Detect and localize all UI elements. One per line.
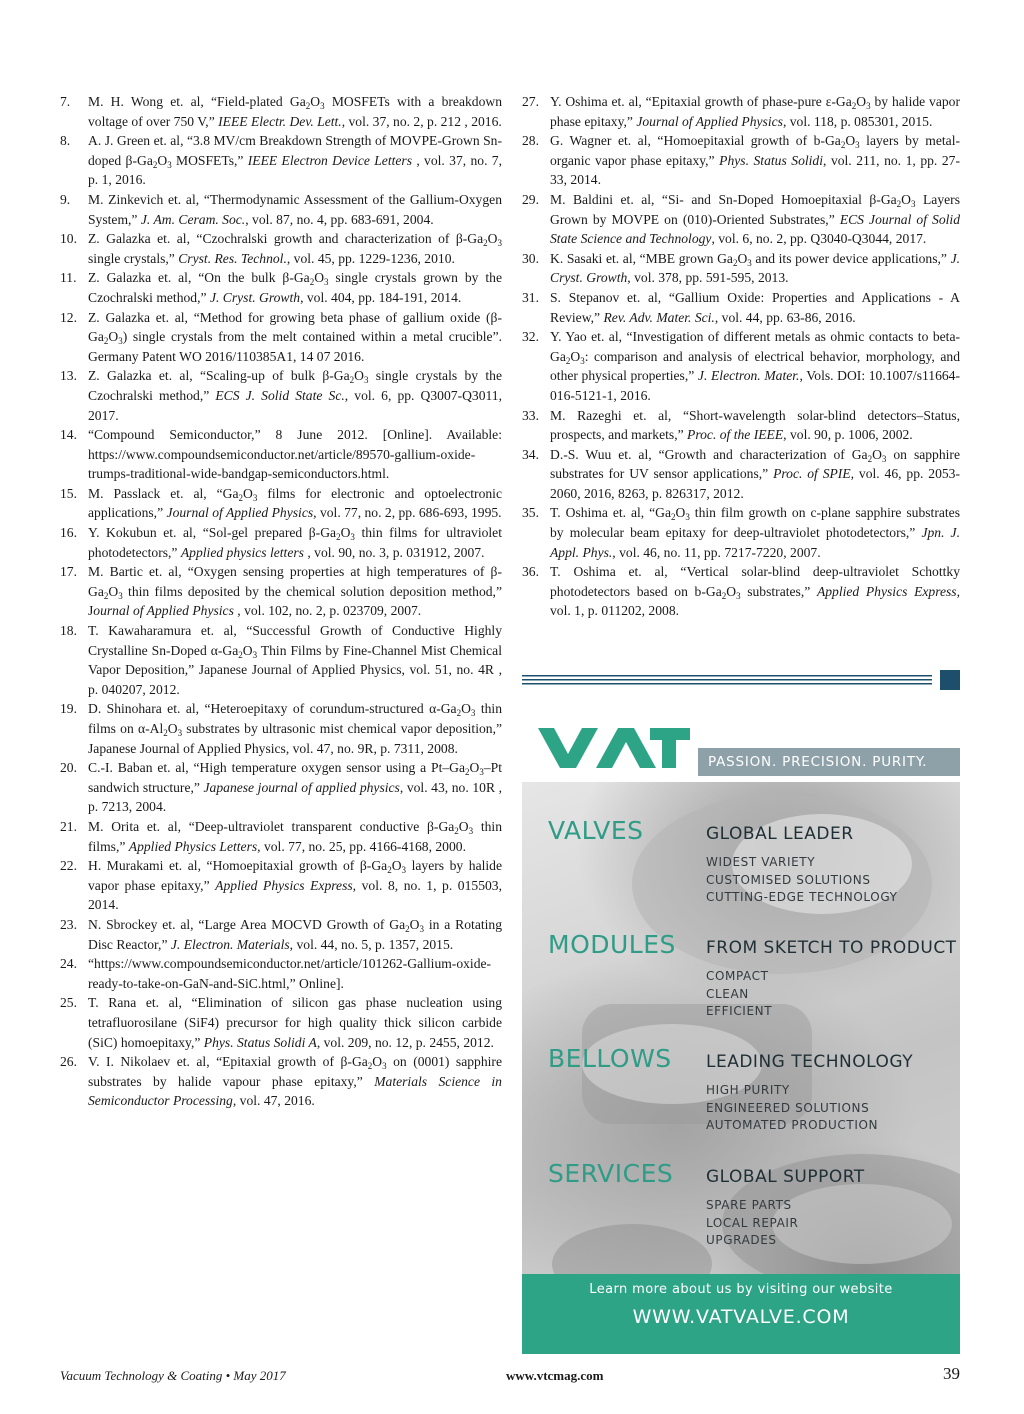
reference-text: Y. Oshima et. al, “Epitaxial growth of phase-pure $\varepsilon-Ga_2O_3$ by halide vapor phase epitaxy,” Journal of Applied Physics, vol. 118, p. 085301, 2015.	[550, 94, 960, 129]
valve-machinery-image	[522, 704, 960, 1354]
ad-slogan: PASSION. PRECISION. PURITY.	[708, 754, 928, 770]
reference-text: T. Oshima et. al, “$Ga_2O_3$ thin film growth on c-plane sapphire substrates by molecular beam epitaxy for deep-ultraviolet photodetectors,” Jpn. J. Appl. Phys., vol. 46, no. 11, pp. 7217-7220, 2007.	[550, 505, 960, 560]
ad-footer-banner	[522, 1274, 960, 1354]
reference-item	[60, 484, 502, 523]
divider-square	[940, 670, 960, 690]
reference-item	[60, 993, 502, 1052]
page-number: 39	[943, 1364, 960, 1383]
reference-item	[60, 190, 502, 229]
reference-number: 27.	[522, 94, 539, 109]
reference-item	[522, 406, 960, 445]
ad-item: ENGINEERED SOLUTIONS	[706, 1100, 870, 1115]
reference-number: 12.	[60, 309, 77, 325]
reference-text: Z. Galazka et. al, “Czochralski growth and characterization of $\beta-Ga_2O_3$ single crystals,” Cryst. Res. Technol., vol. 45, pp. 1229-1236, 2010.	[88, 231, 502, 266]
reference-number: 24.	[60, 956, 77, 972]
ad-divider	[522, 670, 960, 692]
ad-heading: GLOBAL SUPPORT	[706, 1167, 865, 1187]
reference-item	[60, 817, 502, 856]
reference-number: 10.	[60, 231, 77, 247]
ad-footer-text: Learn more about us by visiting our website	[589, 1282, 893, 1297]
reference-number: 33.	[522, 407, 539, 423]
reference-text: C.-I. Baban et. al, “High temperature oxygen sensor using a $Pt-Ga_2O_3-Pt$ sandwich structure,” Japanese journal of applied physics, vol. 43, no. 10R , p. 7213, 2004.	[88, 760, 502, 815]
reference-number: 17.	[60, 564, 77, 580]
reference-text: Z. Galazka et. al, “Method for growing beta phase of gallium oxide $(\beta-Ga_2O_3)$ single crystals from the melt contained within a metal crucible”. Germany Patent WO 2016/110385A1, 14 07 2016.	[88, 309, 502, 364]
reference-item	[522, 327, 960, 405]
ad-item: WIDEST VARIETY	[706, 855, 816, 869]
reference-number: 35.	[522, 505, 539, 521]
ad-category: SERVICES	[548, 1159, 674, 1188]
reference-text: D.-S. Wuu et. al, “Growth and characterization of $Ga_2O_3$ on sapphire substrates for UV sensor applications,” Proc. of SPIE, vol. 46, pp. 2053-2060, 2016, 8263, p. 826317, 2012.	[550, 446, 960, 501]
page-footer	[60, 1366, 960, 1386]
reference-item	[60, 699, 502, 758]
ad-item: AUTOMATED PRODUCTION	[706, 1118, 879, 1132]
reference-text: T. Oshima et. al, “Vertical solar-blind deep-ultraviolet Schottky photodetectors based on $b-Ga_2O_3$ substrates,” Applied Physics Express, vol. 1, p. 011202, 2008.	[550, 564, 961, 619]
reference-item	[60, 131, 502, 190]
reference-text: M. Bartic et. al, “Oxygen sensing properties at high temperatures of $\beta-Ga_2O_3$ thin films deposited by the chemical solution deposition method,” Journal of Applied Physics , vol. 102, no. 2, p. 023709, 2007.	[88, 564, 502, 619]
reference-item	[60, 229, 502, 268]
reference-text: Y. Kokubun et. al, “Sol-gel prepared $\beta-Ga_2O_3$ thin films for ultraviolet photodetectors,” Applied physics letters , vol. 90, no. 3, p. 031912, 2007.	[88, 525, 502, 560]
reference-number: 9.	[60, 191, 71, 207]
reference-number: 14.	[60, 427, 77, 443]
reference-number: 7.	[60, 94, 71, 109]
reference-item	[60, 268, 502, 307]
reference-item	[60, 562, 502, 621]
vat-logo	[538, 728, 690, 768]
ad-website-link[interactable]: WWW.VATVALVE.COM	[632, 1306, 850, 1328]
ad-item: EFFICIENT	[706, 1004, 773, 1018]
ad-item: SPARE PARTS	[706, 1198, 792, 1212]
ad-item: LOCAL REPAIR	[706, 1215, 799, 1230]
ad-item: UPGRADES	[706, 1233, 777, 1247]
reference-item	[60, 523, 502, 562]
reference-text: M. Passlack et. al, “$Ga_2O_3$ films for electronic and optoelectronic applications,” Journal of Applied Physics, vol. 77, no. 2, pp. 686-693, 1995.	[88, 485, 502, 521]
reference-text: M. Orita et. al, “Deep-ultraviolet transparent conductive $\beta-Ga_2O_3$ thin films,” Applied Physics Letters, vol. 77, no. 25, pp. 4166-4168, 2000.	[88, 818, 502, 854]
reference-text: T. Rana et. al, “Elimination of silicon gas phase nucleation using tetrafluorosilane (SiF4) precursor for high quality thick silicon carbide (SiC) homoepitaxy,” Phys. Status Solidi A, vol. 209, no. 12, p. 2455, 2012.	[88, 995, 502, 1050]
footer-website[interactable]: www.vtcmag.com	[506, 1368, 604, 1383]
reference-text: G. Wagner et. al, “Homoepitaxial growth of $b-Ga_2O_3$ layers by metal-organic vapor phase epitaxy,” Phys. Status Solidi, vol. 211, no. 1, pp. 27-33, 2014.	[550, 133, 961, 188]
reference-item	[522, 562, 960, 621]
reference-text: M. Baldini et. al, “Si- and Sn-Doped Homoepitaxial $\beta-Ga_2O_3$ Layers Grown by MOVPE on (010)-Oriented Substrates,” ECS Journal of Solid State Science and Technology, vol. 6, no. 2, pp. Q3040-Q3044, 2017.	[550, 191, 961, 247]
vat-advertisement[interactable]	[522, 704, 960, 1354]
reference-number: 25.	[60, 995, 77, 1011]
reference-number: 22.	[60, 858, 77, 874]
ad-category: VALVES	[548, 816, 644, 845]
ad-header	[522, 704, 960, 782]
reference-number: 19.	[60, 701, 77, 717]
reference-item	[522, 131, 960, 190]
reference-item	[60, 366, 502, 425]
reference-number: 26.	[60, 1054, 77, 1070]
reference-item	[522, 445, 960, 504]
ad-heading: GLOBAL LEADER	[706, 824, 854, 844]
reference-text: D. Shinohara et. al, “Heteroepitaxy of corundum-structured $\alpha-Ga_2O_3$ thin films on $\alpha-Al_2O_3$ substrates by ultrasonic mist chemical vapor deposition,” Japanese Journal of Applied Physics, vol. 47, no. 9R, p. 7311, 2008.	[88, 701, 502, 756]
reference-text: T. Kawaharamura et. al, “Successful Growth of Conductive Highly Crystalline Sn-Doped $\alpha-Ga_2O_3$ Thin Films by Fine-Channel Mist Chemical Vapor Deposition,” Japanese Journal of Applied Physics, vol. 51, no. 4R , p. 040207, 2012.	[88, 623, 502, 697]
ad-item: COMPACT	[706, 969, 769, 983]
reference-text: Z. Galazka et. al, “On the bulk $\beta-Ga_2O_3$ single crystals grown by the Czochralski method,” J. Cryst. Growth, vol. 404, pp. 184-191, 2014.	[88, 270, 502, 305]
reference-text: M. Zinkevich et. al, “Thermodynamic Assessment of the Gallium-Oxygen System,” J. Am. Ceram. Soc., vol. 87, no. 4, pp. 683-691, 2004.	[88, 191, 502, 227]
slogan-bar	[698, 748, 960, 776]
reference-number: 21.	[60, 818, 77, 834]
ad-category: BELLOWS	[548, 1044, 672, 1073]
divider-lines	[522, 675, 932, 687]
ad-item: CUTTING-EDGE TECHNOLOGY	[706, 890, 898, 904]
reference-item	[60, 915, 502, 954]
ad-category: MODULES	[548, 930, 676, 959]
reference-item	[522, 288, 960, 327]
reference-item	[60, 1052, 502, 1111]
reference-number: 31.	[522, 289, 539, 305]
reference-item	[522, 249, 960, 288]
reference-number: 34.	[522, 446, 539, 462]
reference-text: V. I. Nikolaev et. al, “Epitaxial growth of $\beta-Ga_2O_3$ on (0001) sapphire substrates by halide vapour phase epitaxy,” Materials Science in Semiconductor Processing, vol. 47, 2016.	[88, 1054, 502, 1109]
reference-number: 11.	[60, 270, 77, 286]
reference-text: M. H. Wong et. al, “Field-plated $Ga_2O_3$ MOSFETs with a breakdown voltage of over 750 V,” IEEE Electr. Dev. Lett., vol. 37, no. 2, p. 212 , 2016.	[88, 94, 502, 129]
reference-text: “https://www.compoundsemiconductor.net/article/101262-Gallium-oxide-ready-to-take-on-GaN-and-SiC.html,” Online].	[88, 956, 492, 991]
reference-item	[522, 190, 960, 249]
reference-item	[60, 954, 502, 993]
reference-item	[60, 92, 502, 131]
ad-item: CUSTOMISED SOLUTIONS	[706, 872, 871, 887]
ad-item: HIGH PURITY	[706, 1083, 790, 1097]
reference-number: 15.	[60, 485, 77, 501]
reference-text: N. Sbrockey et. al, “Large Area MOCVD Growth of $Ga_2O_3$ in a Rotating Disc Reactor,” J. Electron. Materials, vol. 44, no. 5, p. 1357, 2015.	[88, 916, 503, 952]
reference-number: 16.	[60, 525, 77, 541]
reference-item	[60, 758, 502, 817]
reference-number: 36.	[522, 564, 539, 580]
reference-item	[522, 92, 960, 131]
reference-number: 30.	[522, 250, 539, 266]
reference-text: K. Sasaki et. al, “MBE grown $Ga_2O_3$ and its power device applications,” J. Cryst. Growth, vol. 378, pp. 591-595, 2013.	[550, 250, 960, 286]
reference-text: S. Stepanov et. al, “Gallium Oxide: Properties and Applications - A Review,” Rev. Adv. Mater. Sci., vol. 44, pp. 63-86, 2016.	[550, 289, 960, 325]
reference-number: 32.	[522, 329, 539, 345]
reference-text: Z. Galazka et. al, “Scaling-up of bulk $\beta-Ga_2O_3$ single crystals by the Czochralski method,” ECS J. Solid State Sc., vol. 6, pp. Q3007-Q3011, 2017.	[88, 368, 502, 423]
references-left-column	[60, 92, 502, 1111]
reference-item	[60, 856, 502, 915]
reference-text: A. J. Green et. al, “3.8 MV/cm Breakdown Strength of MOVPE-Grown Sn-doped $\beta-Ga_2O_3$ MOSFETs,” IEEE Electron Device Letters , vol. 37, no. 7, p. 1, 2016.	[88, 133, 503, 188]
reference-number: 13.	[60, 368, 77, 384]
reference-item	[522, 503, 960, 562]
reference-item	[60, 308, 502, 367]
reference-number: 28.	[522, 133, 539, 149]
reference-number: 29.	[522, 191, 539, 207]
reference-number: 23.	[60, 916, 77, 932]
ad-item: CLEAN	[706, 986, 749, 1001]
reference-item	[60, 621, 502, 699]
reference-number: 20.	[60, 760, 77, 776]
reference-text: M. Razeghi et. al, “Short-wavelength solar-blind detectors–Status, prospects, and markets,” Proc. of the IEEE, vol. 90, p. 1006, 2002.	[550, 407, 960, 443]
reference-number: 18.	[60, 623, 77, 639]
reference-text: Y. Yao et. al, “Investigation of different metals as ohmic contacts to beta-$Ga_2O_3$: comparison and analysis of electrical behavior, morphology, and other physical properties,” J. Electron. Mater., Vols. DOI: 10.1007/s11664-016-5121-1, 2016.	[550, 329, 960, 403]
reference-text: H. Murakami et. al, “Homoepitaxial growth of $\beta-Ga_2O_3$ layers by halide vapor phase epitaxy,” Applied Physics Express, vol. 8, no. 1, p. 015503, 2014.	[88, 858, 502, 913]
reference-text: “Compound Semiconductor,” 8 June 2012. [Online]. Available: https://www.compoundsemiconductor.net/article/89570-gallium-oxide-trumps-traditional-wide-bandgap-semiconductors.html.	[88, 427, 502, 482]
ad-heading: LEADING TECHNOLOGY	[706, 1052, 914, 1072]
reference-number: 8.	[60, 133, 71, 149]
reference-item	[60, 425, 502, 484]
ad-heading: FROM SKETCH TO PRODUCT	[706, 938, 957, 958]
references-right-column	[522, 92, 960, 621]
footer-journal-name: Vacuum Technology & Coating • May 2017	[60, 1368, 286, 1383]
